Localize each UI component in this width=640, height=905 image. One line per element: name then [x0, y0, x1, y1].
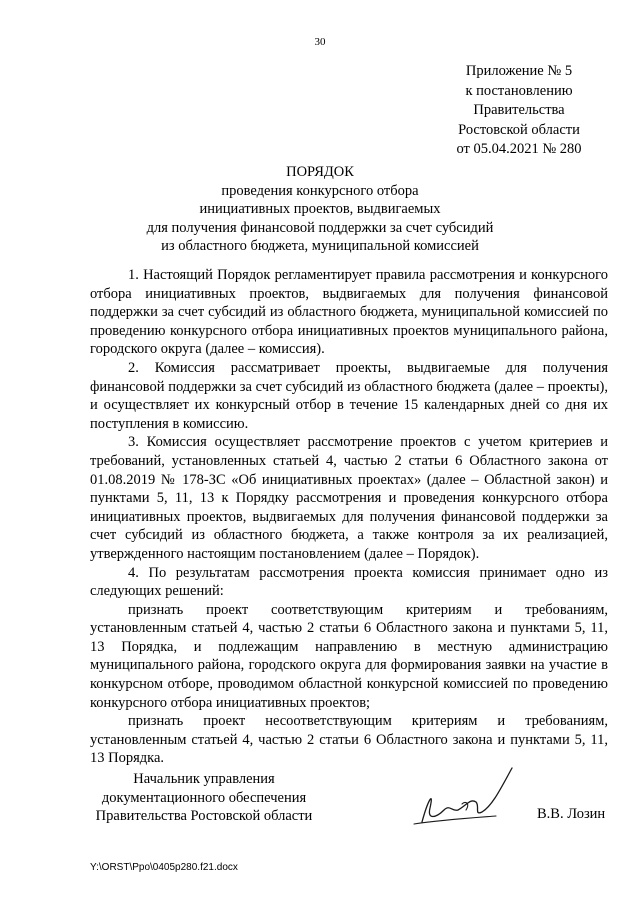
page-number: 30: [314, 36, 326, 48]
paragraph: 1. Настоящий Порядок регламентирует правила рассмотрения и конкурсного отбора инициативных проектов, выдвигаемых для получения финансовой поддержки за счет субсидий из областного бюджета, муниципальной комиссией по проведению конкурсного отбора инициативных проектов муниципального района, городского округа (далее – комиссия).: [90, 267, 608, 358]
appendix-line: Приложение № 5: [465, 63, 573, 79]
title-line: для получения финансовой поддержки за счет субсидий: [146, 219, 494, 236]
paragraph: 2. Комиссия рассматривает проекты, выдвигаемые для получения финансовой поддержки за счет субсидий из областного бюджета (далее – проекты), и осуществляет их конкурсный отбор в течение 15 календарных дней со дня их поступления в комиссию.: [90, 359, 608, 432]
appendix-header: [430, 62, 608, 160]
signatory-line: документационного обеспечения: [101, 789, 307, 806]
handwritten-signature: [400, 760, 530, 840]
title-line: из областного бюджета, муниципальной комиссией: [161, 238, 479, 254]
appendix-line: от 05.04.2021 № 280: [456, 141, 582, 157]
paragraph: 4. По результатам рассмотрения проекта комиссия принимает одно из следующих решений:: [90, 564, 608, 600]
title-line: инициативных проектов, выдвигаемых: [199, 201, 441, 217]
paragraph: 3. Комиссия осуществляет рассмотрение проектов с учетом критериев и требований, установленных статьей 4, частью 2 статьи 6 Областного закона от 01.08.2019 № 178-ЗС «Об инициативных проектах» (далее – Областной закон) и пунктами 5, 11, 13 к Порядку рассмотрения и проведения конкурсного отбора инициативных проектов, выдвигаемых для получения финансовой поддержки за счет субсидий из областного бюджета, а также контроля за их реализацией, утвержденного настоящим постановлением (далее – Порядок).: [90, 434, 608, 562]
paragraph: признать проект несоответствующим критериям и требованиям, установленным статьей 4, частью 2 статьи 6 Областного закона и пунктами 5, 11, 13 Порядка.: [90, 713, 608, 767]
signatory-line: Правительства Ростовской области: [95, 808, 313, 825]
signatory-line: Начальник управления: [133, 771, 275, 787]
appendix-line: к постановлению: [465, 82, 573, 99]
title-heading: ПОРЯДОК: [286, 164, 354, 180]
paragraph: признать проект соответствующим критериям и требованиям, установленным статьей 4, частью 2 статьи 6 Областного закона и пунктами 5, 11, 13 Порядка, и подлежащим направлению в местную администрацию муниципального района, городского округа для формирования заявки на участие в конкурсном отборе, проводимом областной конкурсной комиссией по проведению конкурсного отбора инициативных проектов;: [90, 601, 608, 711]
signatory-name: В.В. Лозин: [537, 806, 606, 822]
file-path-footer: Y:\ORST\Ppo\0405p280.f21.docx: [90, 862, 238, 873]
appendix-line: Ростовской области: [458, 121, 580, 138]
title-line: проведения конкурсного отбора: [221, 182, 419, 199]
document-title: [60, 163, 580, 256]
appendix-line: Правительства: [473, 102, 565, 118]
document-body: [90, 266, 608, 768]
signatory-title: [84, 770, 324, 826]
